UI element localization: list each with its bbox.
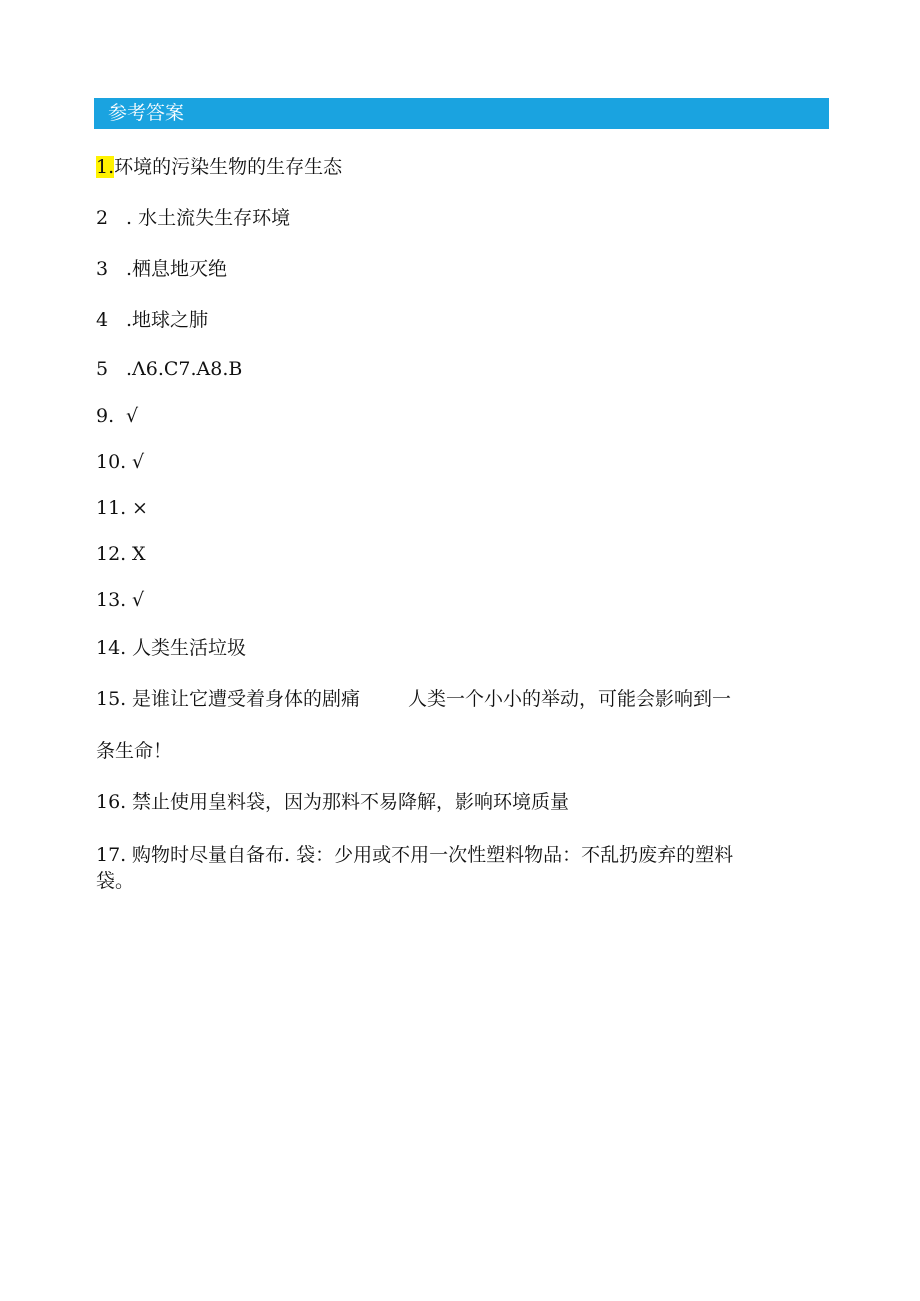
answer-11 — [96, 497, 148, 519]
answer-number: 10. — [96, 451, 127, 473]
answer-text: 是谁让它遭受着身体的剧痛 — [132, 688, 361, 710]
answer-14 — [96, 637, 246, 659]
answer-text-continued: 人类一个小小的举动，可能会影响到一 — [408, 688, 732, 710]
answer-number: 12. — [96, 543, 127, 565]
answer-number: 15. — [96, 688, 127, 710]
answer-number: 2 — [96, 207, 109, 229]
answer-number: 17. — [96, 844, 127, 866]
answer-number: 11. — [96, 497, 127, 519]
answer-text: . 水土流失生存环境 — [126, 207, 291, 229]
answer-number: 14. — [96, 637, 127, 659]
answer-3 — [96, 258, 227, 280]
answer-5-8 — [96, 358, 242, 380]
answer-10 — [96, 451, 144, 473]
answer-text: 环境的污染生物的生存生态 — [114, 156, 343, 178]
answer-number: 9. — [96, 405, 115, 427]
section-header — [94, 98, 829, 129]
answer-text: 购物时尽量自备布. 袋：少用或不用一次性塑料物品：不乱扔废弃的塑料 — [132, 844, 734, 866]
section-title: 参考答案 — [108, 102, 185, 124]
answer-text: .栖息地灭绝 — [126, 258, 228, 280]
answer-12 — [96, 543, 146, 565]
answer-1 — [96, 156, 342, 178]
answer-16 — [96, 791, 569, 813]
answer-text: .Λ6.C7.A8.B — [126, 358, 243, 380]
answer-number: 16. — [96, 791, 127, 813]
answer-text: √ — [132, 589, 145, 611]
answer-2 — [96, 207, 290, 229]
answer-15-wrap — [96, 740, 172, 762]
answer-number: 1. — [96, 156, 115, 178]
answer-15 — [96, 688, 731, 710]
answer-text-wrap: 袋。 — [96, 870, 135, 892]
answer-number: 5 — [96, 358, 109, 380]
answer-17 — [96, 844, 733, 866]
answer-text: 禁止使用皇料袋，因为那料不易降解，影响环境质量 — [132, 791, 570, 813]
answer-text: .地球之肺 — [126, 309, 209, 331]
answer-number: 4 — [96, 309, 109, 331]
answer-number: 13. — [96, 589, 127, 611]
answer-text: √ — [132, 451, 145, 473]
answer-text: √ — [126, 405, 139, 427]
answer-9 — [96, 405, 138, 427]
answer-text: X — [132, 543, 146, 565]
answer-4 — [96, 309, 208, 331]
answer-13 — [96, 589, 144, 611]
answer-text: × — [132, 497, 148, 519]
answer-text: 人类生活垃圾 — [132, 637, 247, 659]
answer-17-wrap — [96, 870, 134, 892]
answer-number: 3 — [96, 258, 109, 280]
answer-text-wrap: 条生命！ — [96, 740, 173, 762]
